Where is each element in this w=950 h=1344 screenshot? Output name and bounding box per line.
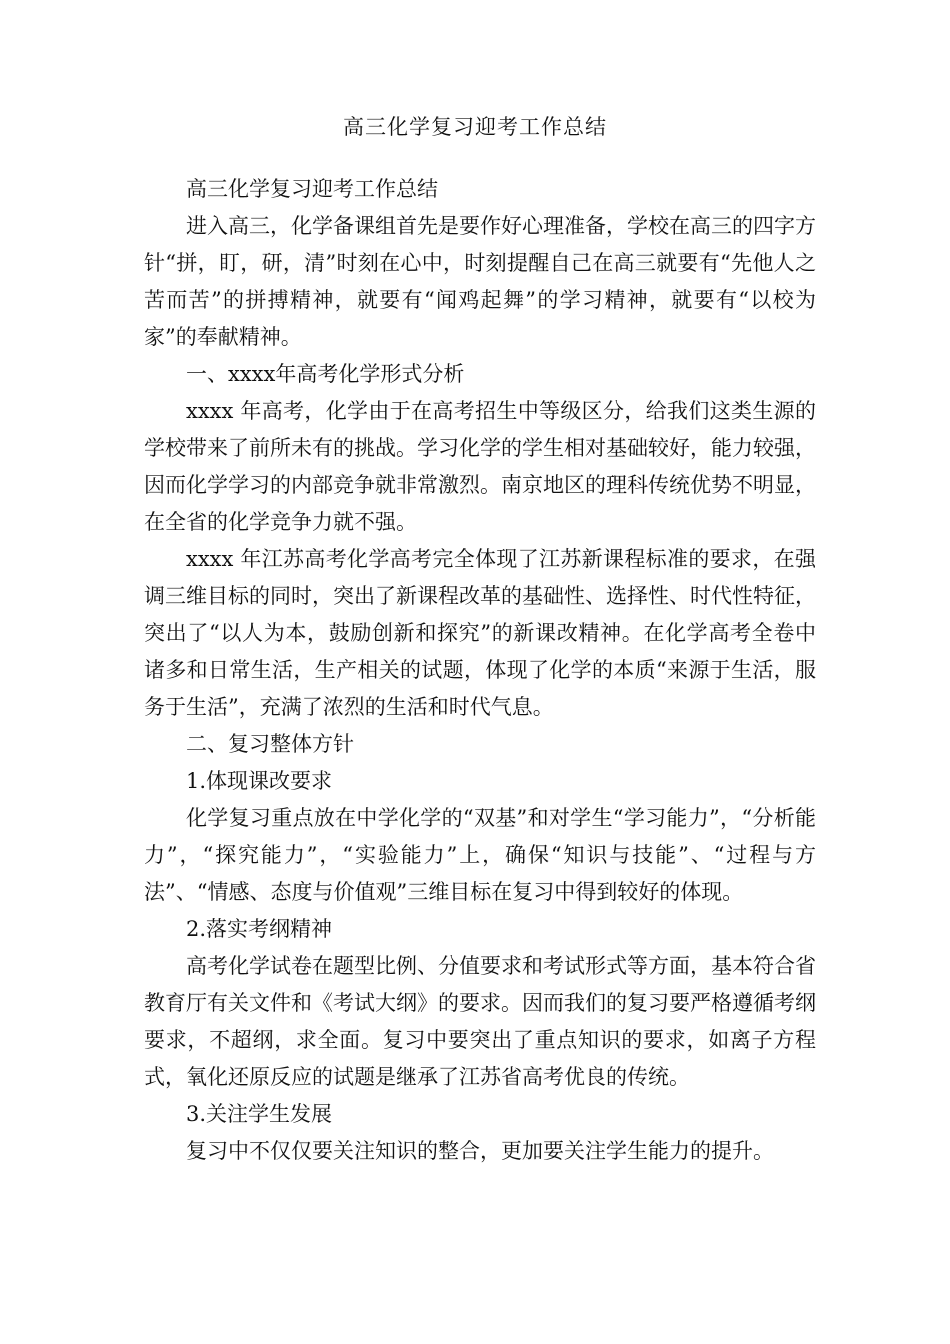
document-title: 高三化学复习迎考工作总结: [343, 115, 607, 139]
paragraph-subtitle: 高三化学复习迎考工作总结: [186, 177, 438, 201]
subheading-2: 2.落实考纲精神: [186, 917, 333, 941]
section-heading-1: 一、xxxx年高考化学形式分析: [186, 362, 465, 386]
paragraph-development: 复习中不仅仅要关注知识的整合，更加要关注学生能力的提升。: [186, 1139, 774, 1163]
paragraph-reform: 化学复习重点放在中学化学的“双基”和对学生“学习能力”，“分析能力”，“探究能力”，“实验能力”上，确保“知识与技能”、“过程与方法”、“情感、态度与价值观”三维目标在复习中得到较好的体现。: [144, 806, 816, 904]
paragraph-analysis-1: xxxx 年高考，化学由于在高考招生中等级区分，给我们这类生源的学校带来了前所未有的挑战。学习化学的学生相对基础较好，能力较强，因而化学学习的内部竞争就非常激烈。南京地区的理科传统优势不明显，在全省的化学竞争力就不强。: [144, 399, 816, 534]
paragraph-analysis-2: xxxx 年江苏高考化学高考完全体现了江苏新课程标准的要求，在强调三维目标的同时，突出了新课程改革的基础性、选择性、时代性特征，突出了“以人为本，鼓励创新和探究”的新课改精神。在化学高考全卷中诸多和日常生活，生产相关的试题，体现了化学的本质“来源于生活，服务于生活”，充满了浓烈的生活和时代气息。: [144, 547, 816, 719]
subheading-3: 3.关注学生发展: [186, 1102, 333, 1126]
section-heading-2: 二、复习整体方针: [186, 732, 354, 756]
paragraph-syllabus: 高考化学试卷在题型比例、分值要求和考试形式等方面，基本符合省教育厅有关文件和《考试大纲》的要求。因而我们的复习要严格遵循考纲要求，不超纲，求全面。复习中要突出了重点知识的要求，如离子方程式，氧化还原反应的试题是继承了江苏省高考优良的传统。: [144, 954, 816, 1089]
paragraph-intro: 进入高三，化学备课组首先是要作好心理准备，学校在高三的四字方针“拼，盯，研，清”时刻在心中，时刻提醒自己在高三就要有“先他人之苦而苦”的拼搏精神，就要有“闻鸡起舞”的学习精神，就要有“以校为家”的奉献精神。: [144, 214, 816, 349]
subheading-1: 1.体现课改要求: [186, 769, 333, 793]
document-body: [144, 171, 816, 1170]
